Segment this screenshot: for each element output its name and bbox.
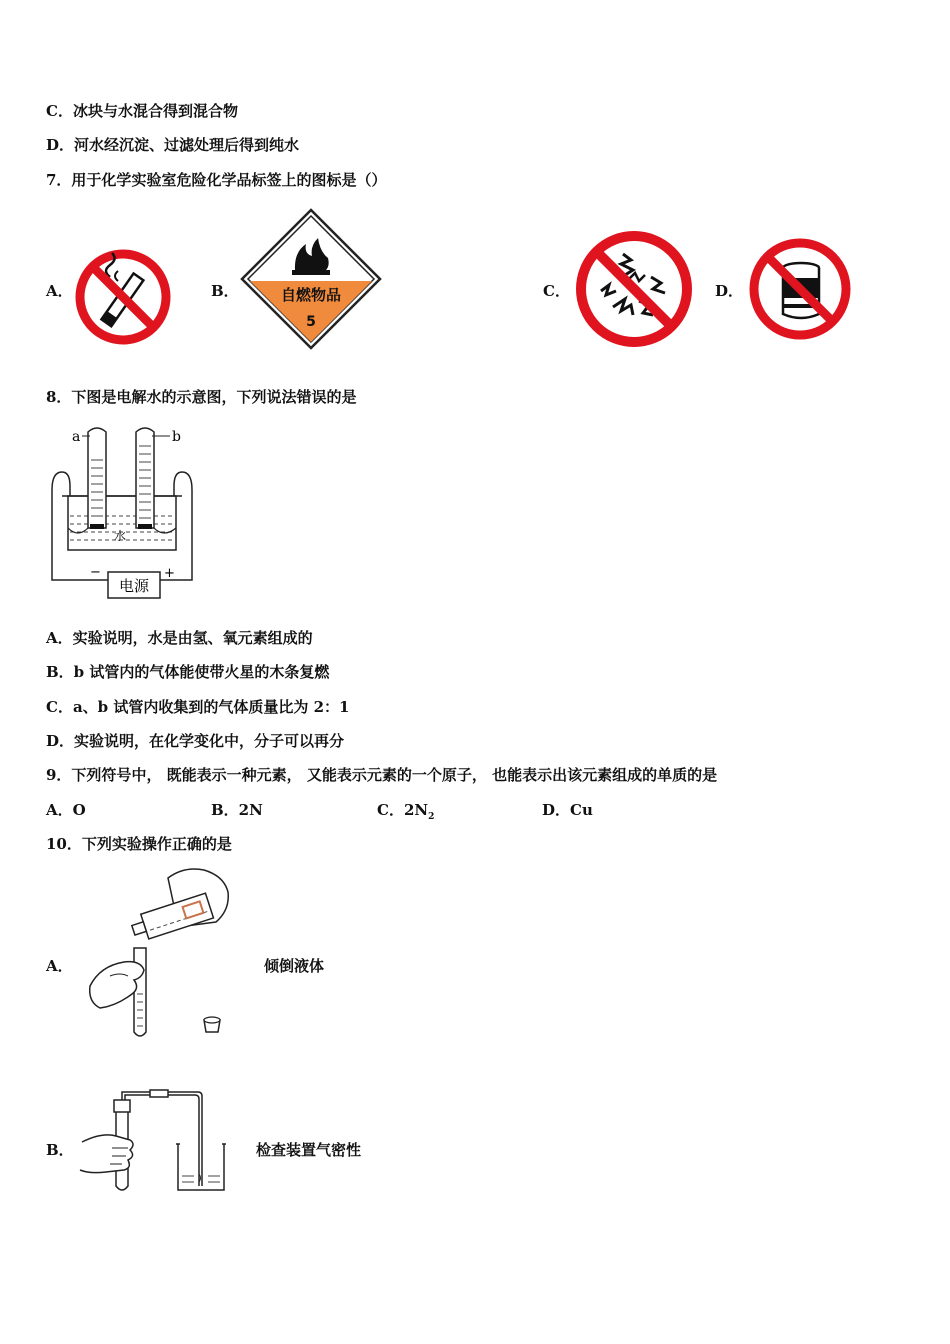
q7-option-a-label: A． xyxy=(46,282,73,300)
q6-option-c: C．冰块与水混合得到混合物 xyxy=(46,102,238,120)
flammable-label: 自燃物品 xyxy=(280,286,342,304)
power-supply-label: 电源 xyxy=(118,577,150,595)
q7-option-d-label: D． xyxy=(715,282,744,300)
airtightness-check-figure xyxy=(78,1082,230,1200)
q8-stem: 8．下图是电解水的示意图，下列说法错误的是 xyxy=(46,388,357,406)
q6-option-d: D．河水经沉淀、过滤处理后得到纯水 xyxy=(46,136,300,154)
q10-option-a-label: A． xyxy=(46,957,73,975)
water-label: 水 xyxy=(114,529,127,543)
flammable-class-number: 5 xyxy=(306,314,316,330)
q8-option-a: A．实验说明，水是由氢、氧元素组成的 xyxy=(46,629,313,647)
tube-a-label: a xyxy=(72,429,81,445)
plus-sign: + xyxy=(164,566,175,581)
q9-option-d: D．Cu xyxy=(542,801,593,819)
q7-option-b-label: B． xyxy=(211,282,239,300)
no-open-flame-icon xyxy=(573,229,695,349)
water-electrolysis-diagram xyxy=(48,420,198,602)
q10-stem: 10．下列实验操作正确的是 xyxy=(46,835,232,853)
no-smoking-icon xyxy=(72,247,174,347)
minus-sign: − xyxy=(90,565,101,580)
q7-option-c-label: C． xyxy=(543,282,570,300)
q10-option-b-label: B． xyxy=(46,1141,74,1159)
q9-option-a: A．O xyxy=(46,801,86,819)
q9-option-c-text: C．2N xyxy=(377,801,429,819)
q10-option-a-caption: 倾倒液体 xyxy=(264,957,325,975)
pouring-liquid-figure xyxy=(80,866,240,1044)
q9-option-b: B．2N xyxy=(211,801,263,819)
q7-stem: 7．用于化学实验室危险化学品标签上的图标是（） xyxy=(46,171,387,189)
q8-option-b: B．b 试管内的气体能使带火星的木条复燃 xyxy=(46,663,330,681)
q10-option-b-caption: 检查装置气密性 xyxy=(256,1141,362,1159)
q9-option-c-subscript: 2 xyxy=(428,812,435,822)
tube-b-label: b xyxy=(172,429,181,445)
q8-option-c: C．a、b 试管内收集到的气体质量比为 2：1 xyxy=(46,698,350,716)
q9-stem: 9．下列符号中， 既能表示一种元素， 又能表示元素的一个原子， 也能表示出该元素组成的单质的是 xyxy=(46,766,718,784)
no-storage-barrel-icon xyxy=(745,236,855,342)
q9-option-c xyxy=(377,799,434,822)
spontaneously-combustible-diamond-icon xyxy=(240,208,382,350)
q8-option-d: D．实验说明，在化学变化中，分子可以再分 xyxy=(46,732,345,750)
